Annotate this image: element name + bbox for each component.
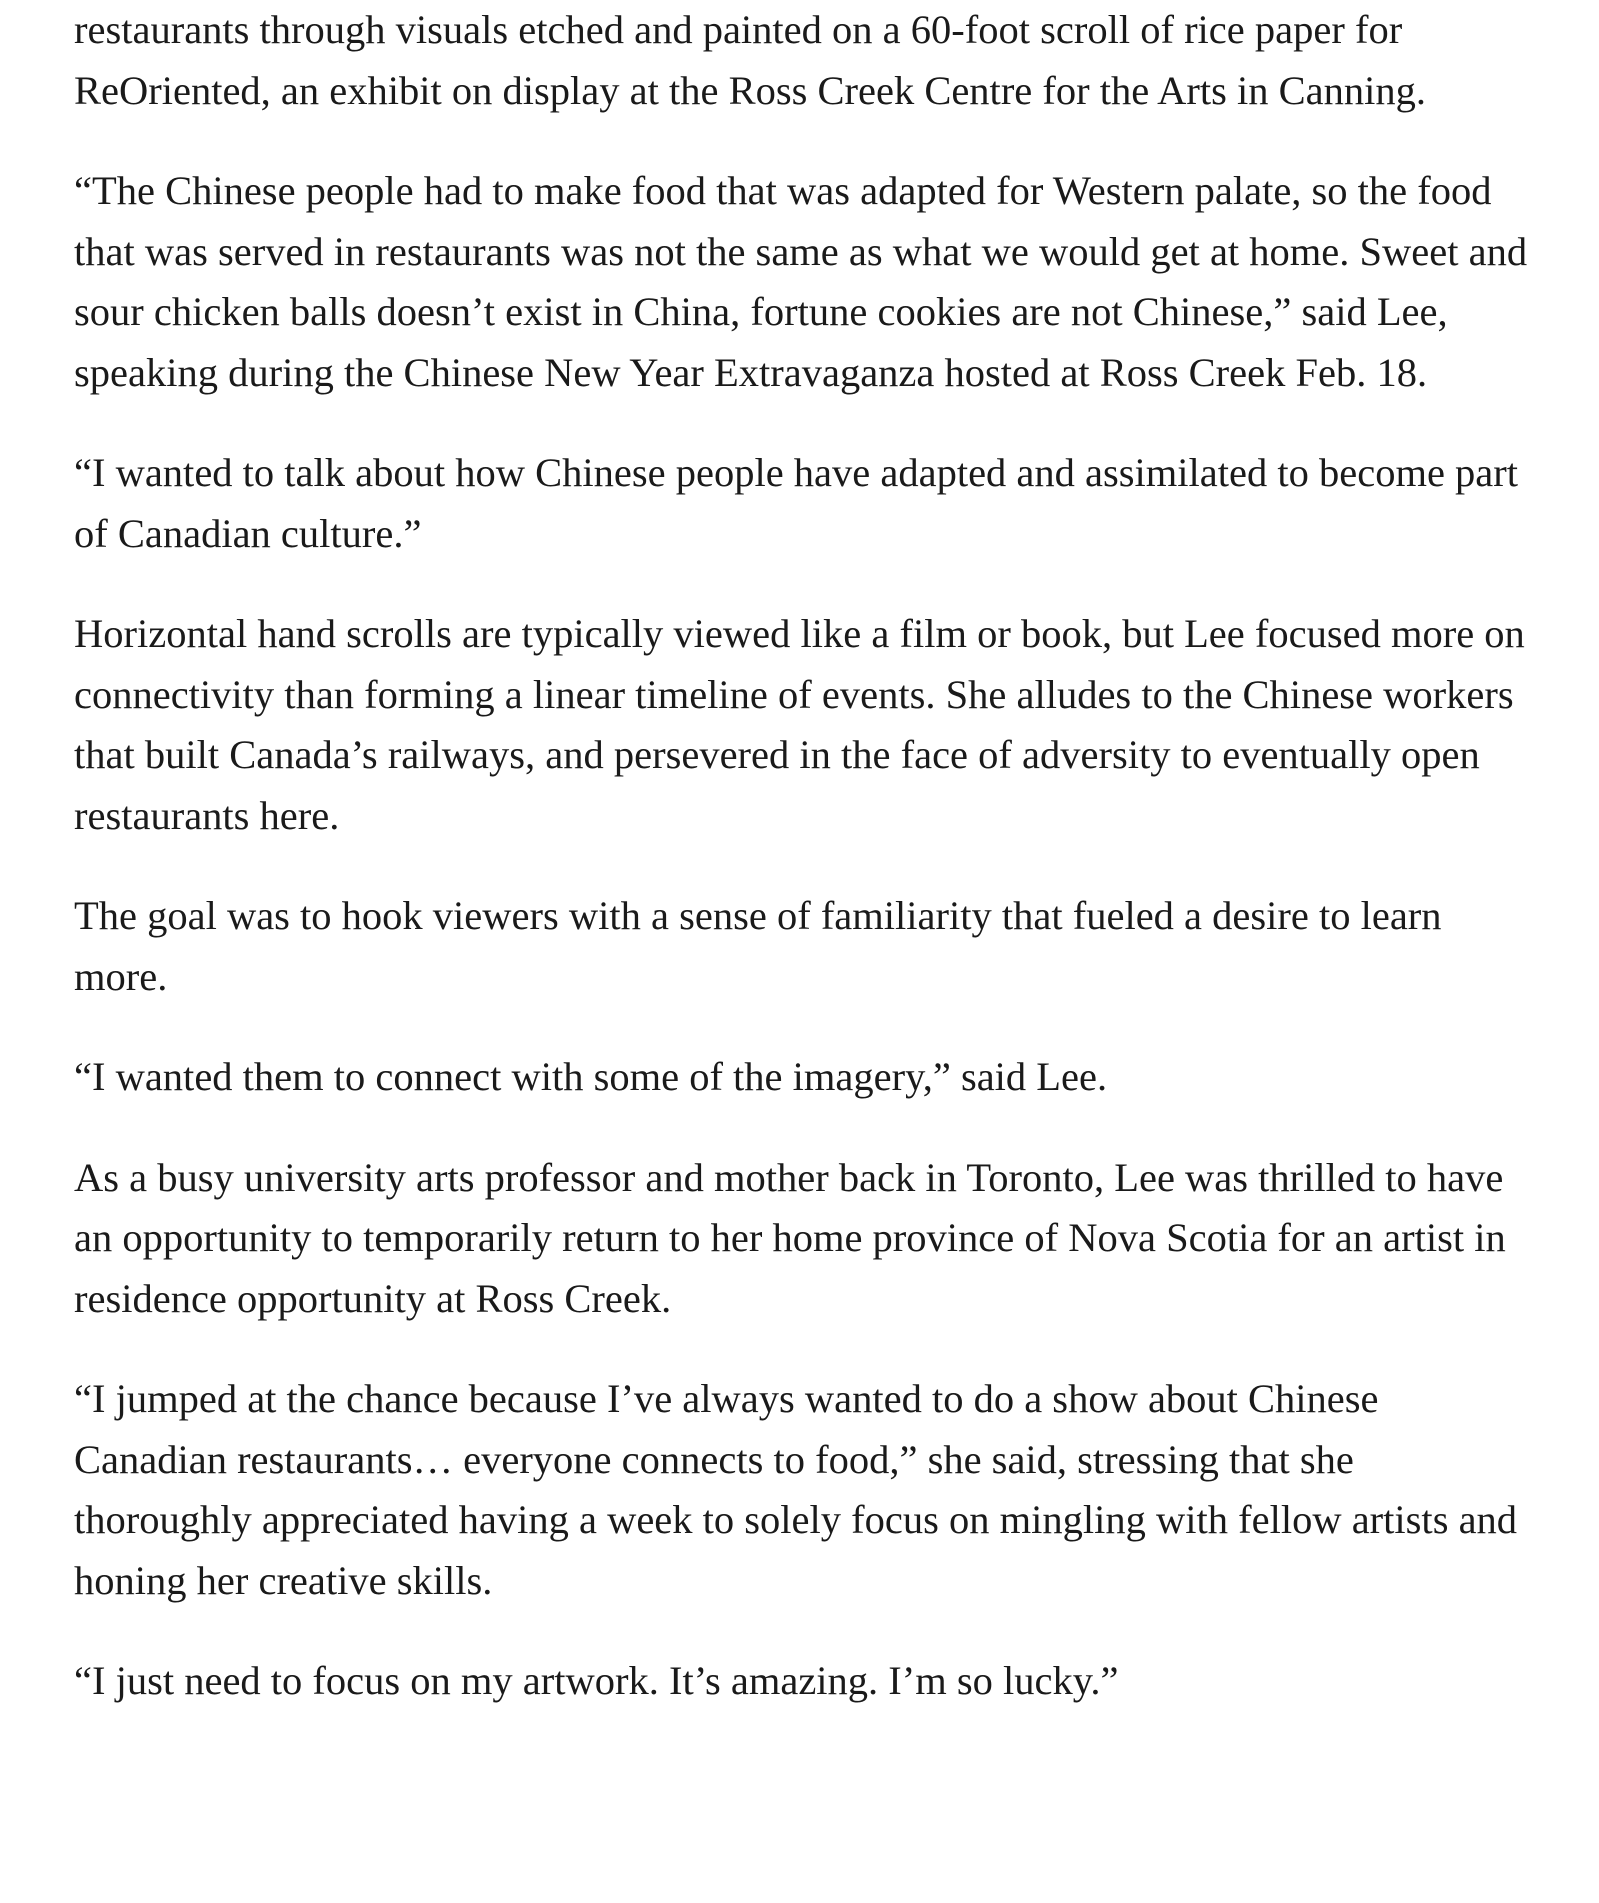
paragraph-hand-scrolls: Horizontal hand scrolls are typically viewed like a film or book, but Lee focused more on connectivity than forming a linear timeline of events. She alludes to the Chinese workers that built Canada’s railways, and persevered in the face of adversity to eventually open restaurants here.: [74, 611, 1525, 838]
paragraph-western-palate-quote: “The Chinese people had to make food that was adapted for Western palate, so the food that was served in restaurants was not the same as what we would get at home. Sweet and sour chicken balls doesn’t exist in China, fortune cookies are not Chinese,” said Lee, speaking during the Chinese New Year Extravaganza hosted at Ross Creek Feb. 18.: [74, 168, 1528, 395]
paragraph-artist-residence: As a busy university arts professor and mother back in Toronto, Lee was thrilled to have an opportunity to temporarily return to her home province of Nova Scotia for an artist in residence opportunity at Ross Creek.: [74, 1154, 1506, 1321]
paragraph-imagery-quote: “I wanted them to connect with some of the imagery,” said Lee.: [74, 1054, 1108, 1099]
article-body: [74, 0, 1534, 1752]
paragraph-restaurants-scroll: restaurants through visuals etched and painted on a 60-foot scroll of rice paper for ReOriented, an exhibit on display at the Ross Creek Centre for the Arts in Canning.: [74, 7, 1426, 113]
paragraph-canadian-culture-quote: “I wanted to talk about how Chinese people have adapted and assimilated to become part of Canadian culture.”: [74, 450, 1519, 556]
paragraph-goal: The goal was to hook viewers with a sense of familiarity that fueled a desire to learn more.: [74, 893, 1442, 999]
paragraph-jumped-at-chance-quote: “I jumped at the chance because I’ve always wanted to do a show about Chinese Canadian restaurants… everyone connects to food,” she said, stressing that she thoroughly appreciated having a week to solely focus on mingling with fellow artists and honing her creative skills.: [74, 1376, 1518, 1603]
paragraph-so-lucky-quote: “I just need to focus on my artwork. It’s amazing. I’m so lucky.”: [74, 1658, 1119, 1703]
